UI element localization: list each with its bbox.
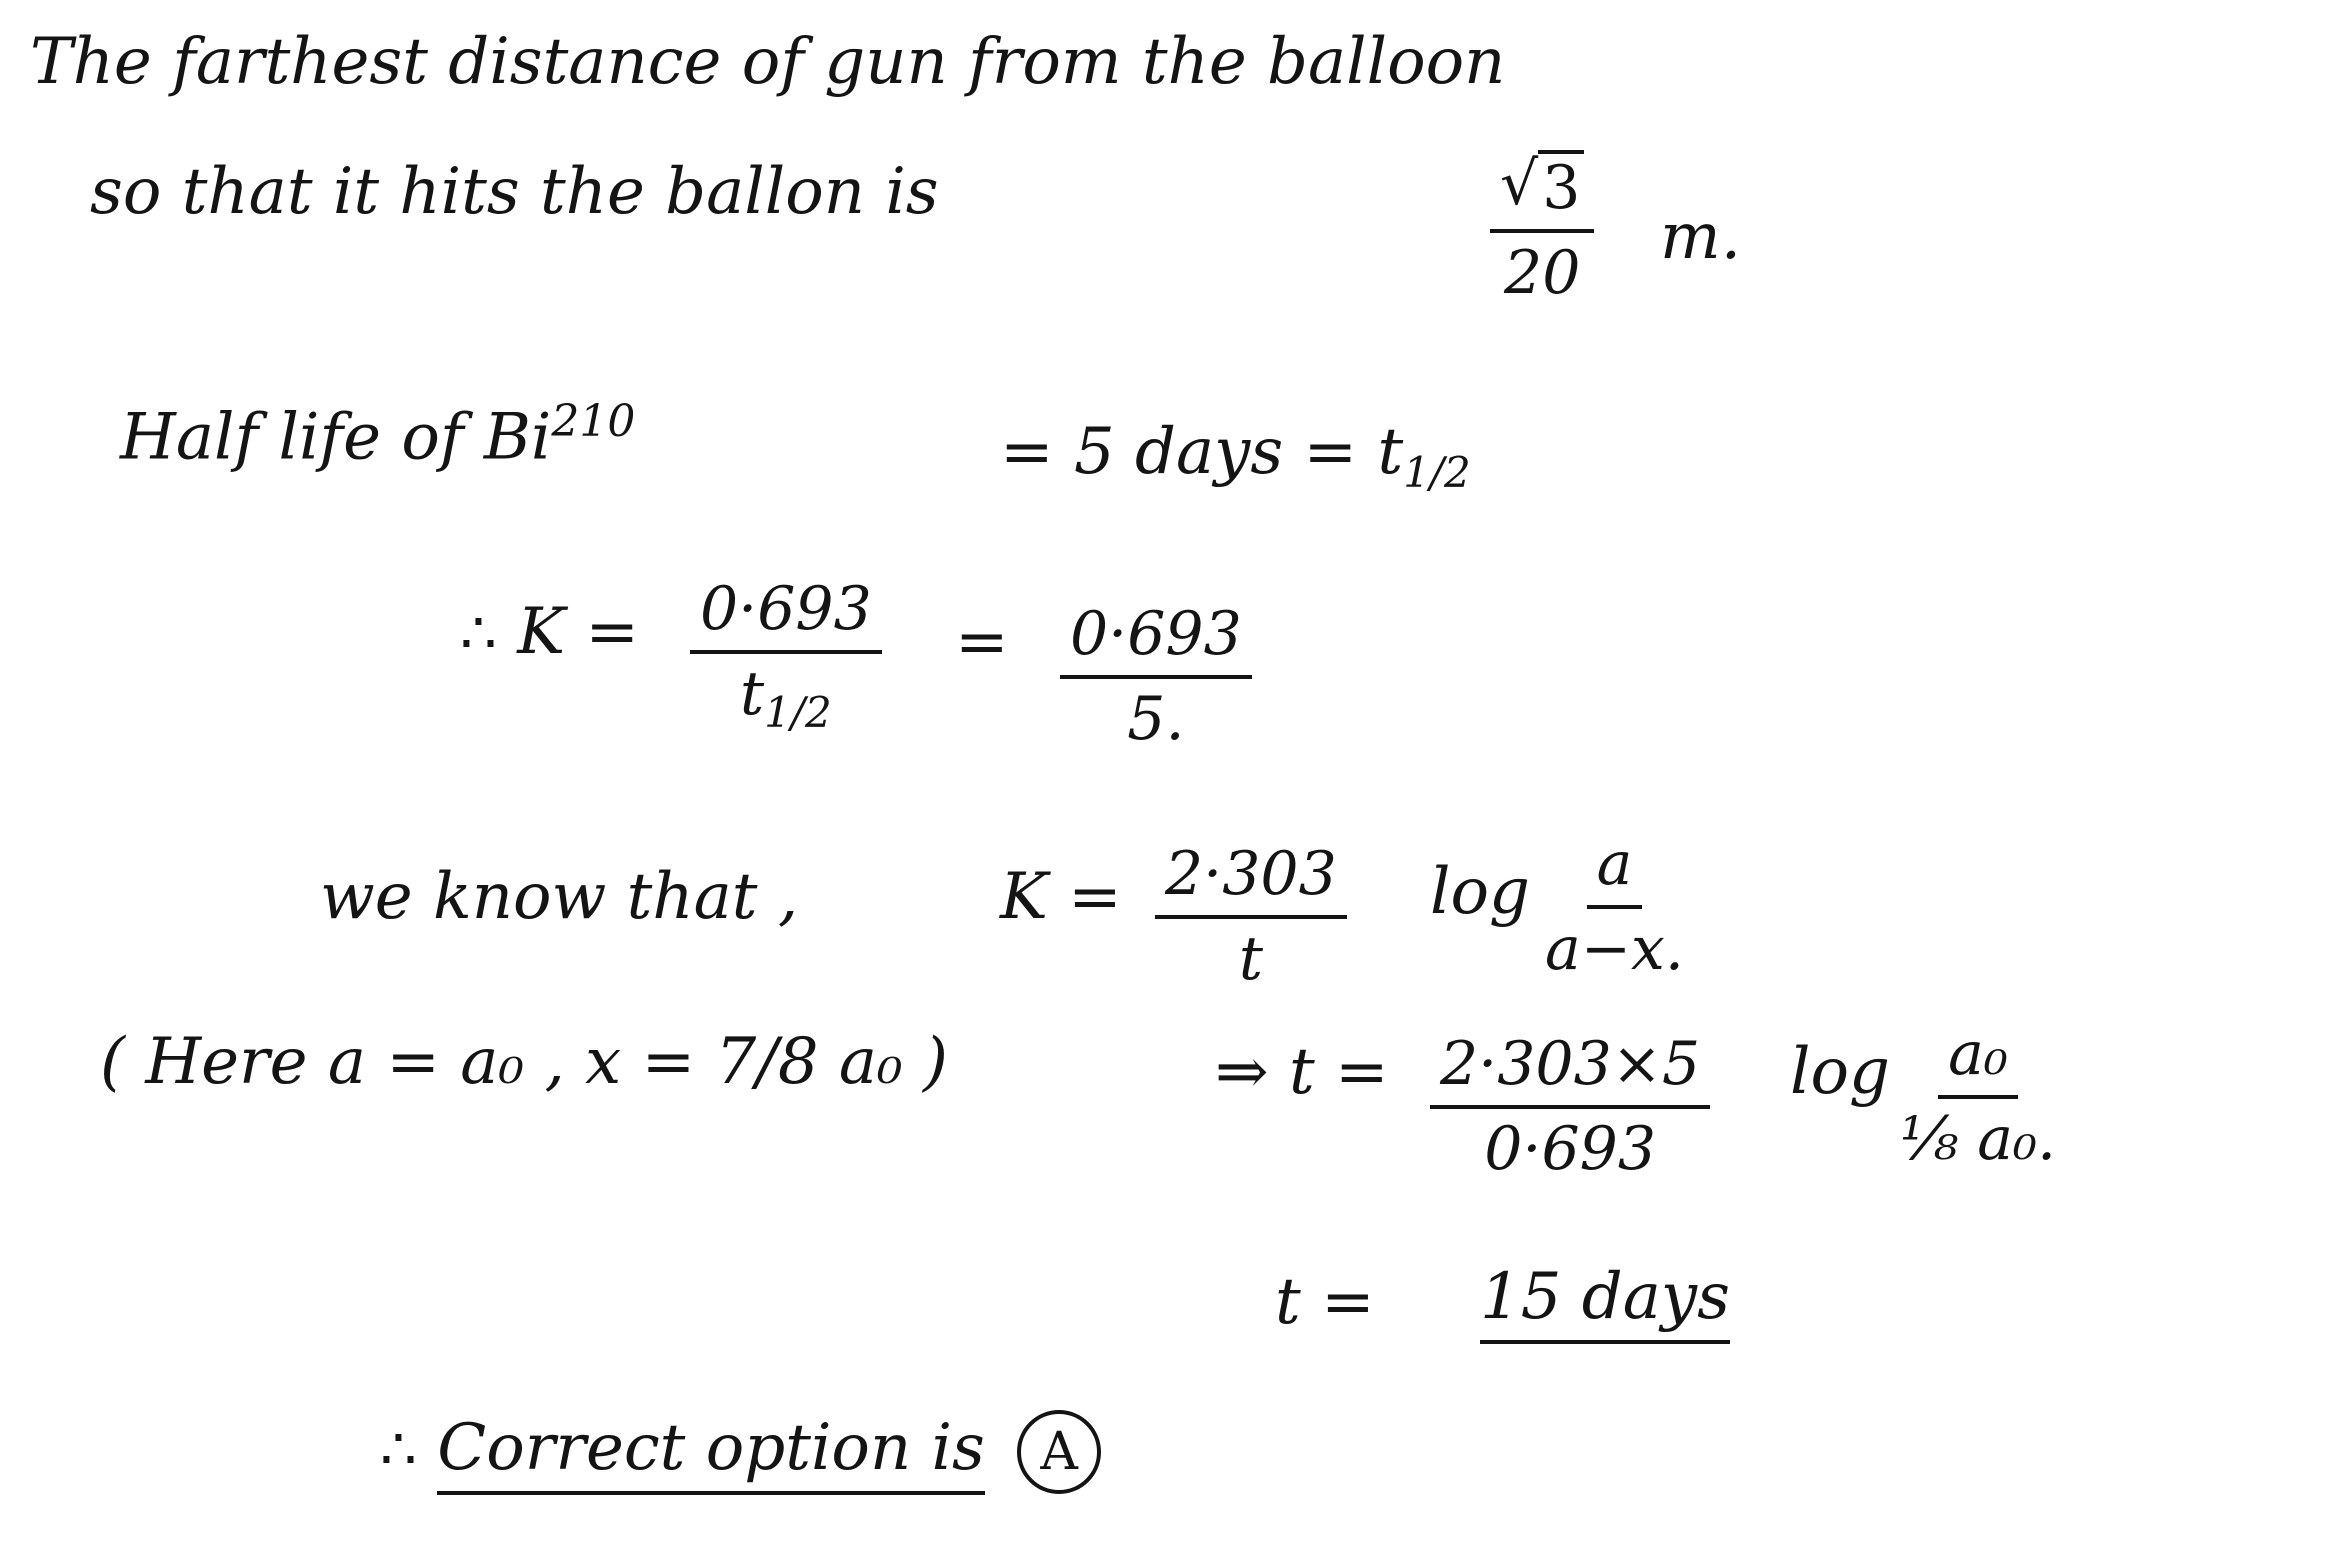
rate-fraction-1-denominator: [740, 654, 832, 737]
rate-constant-lhs: [460, 595, 640, 669]
substitution-condition: ( Here a = a₀ , x = 7/8 a₀ ): [100, 1025, 948, 1099]
rate-fraction-2: [1060, 600, 1252, 754]
therefore-symbol: ∴: [460, 599, 497, 667]
isotope-mass: 210: [551, 396, 636, 447]
rate-constant-k: K =: [517, 595, 640, 669]
formula-k: K =: [1000, 860, 1122, 934]
half-life-value: = 5 days = t: [1000, 415, 1404, 489]
substitution-implies: ⇒ t =: [1215, 1035, 1389, 1109]
substitution-fraction-numerator: 2·303×5: [1430, 1030, 1710, 1109]
rate-fraction-2-denominator: 5.: [1127, 684, 1185, 754]
distance-unit: m.: [1660, 200, 1742, 274]
formula-log-fraction: [1545, 830, 1684, 984]
sqrt-value: 3: [1538, 150, 1584, 223]
sqrt-symbol: √: [1500, 149, 1539, 219]
formula-log-numerator: a: [1587, 830, 1643, 909]
distance-numerator: [1490, 150, 1594, 233]
rate-fraction-1-numerator: 0·693: [690, 575, 882, 654]
formula-fraction-numerator: 2·303: [1155, 840, 1347, 919]
formula-log: log: [1430, 855, 1530, 929]
result-value: 15 days: [1480, 1260, 1730, 1344]
half-life-label: Half life of Bi: [120, 400, 552, 475]
distance-fraction: [1490, 150, 1594, 308]
result-lhs: t =: [1275, 1265, 1375, 1339]
rate-fraction-1-t: t: [740, 659, 765, 729]
substitution-fraction-denominator: 0·693: [1484, 1114, 1656, 1184]
half-life-label-line: [120, 396, 636, 475]
conclusion-line: [380, 1410, 1101, 1494]
formula-fraction-denominator: t: [1238, 924, 1263, 994]
sqrt-expression: [1500, 150, 1584, 223]
rate-fraction-1-sub: 1/2: [764, 688, 832, 737]
distance-denominator: 20: [1504, 238, 1581, 308]
substitution-log-denominator: ⅛ a₀.: [1900, 1104, 2057, 1174]
formula-log-denominator: a−x.: [1545, 914, 1684, 984]
half-life-value-line: [1000, 415, 1471, 497]
conclusion-text: Correct option is: [437, 1411, 985, 1495]
statement-line-1: The farthest distance of gun from the balloon: [30, 25, 1506, 99]
substitution-log: log: [1790, 1035, 1890, 1109]
rate-fraction-1: [690, 575, 882, 737]
option-a-circle: A: [1017, 1410, 1101, 1494]
rate-equals: =: [955, 605, 1009, 679]
half-life-subscript: 1/2: [1403, 447, 1471, 497]
formula-fraction: [1155, 840, 1347, 994]
substitution-log-fraction: [1900, 1020, 2056, 1174]
statement-line-2: [90, 155, 939, 229]
rate-fraction-2-numerator: 0·693: [1060, 600, 1252, 679]
conclusion-therefore-symbol: ∴: [380, 1415, 417, 1483]
result-value-wrap: [1480, 1260, 1730, 1334]
substitution-fraction: [1430, 1030, 1710, 1184]
statement-line-2-text: so that it hits the ballon is: [90, 155, 939, 229]
formula-prefix: we know that ,: [320, 860, 799, 934]
substitution-log-numerator: a₀: [1938, 1020, 2018, 1099]
